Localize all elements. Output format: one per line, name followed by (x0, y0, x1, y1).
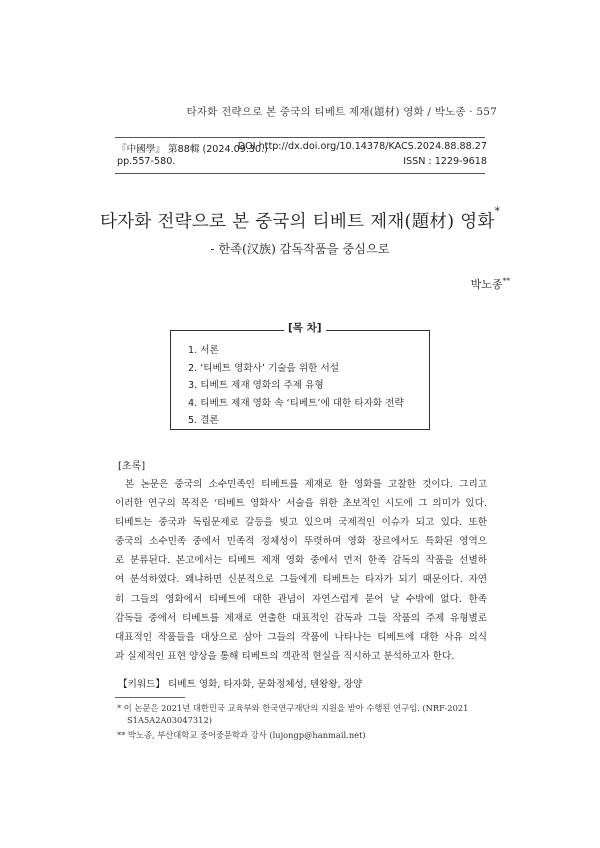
footnote-author: ** 박노종, 부산대학교 중어중문학과 강사 (lujongp@hanmail.net) (117, 730, 366, 740)
journal-issue: 『中國學』 第88輯 (2024.09.30.) (117, 144, 268, 155)
meta-top-rule (115, 137, 485, 138)
abstract-line: 중국의 소수민족 중에서 민족적 정체성이 뚜렷하며 영화 장르에서도 특화된 영역으 (115, 536, 487, 548)
abstract-line: 로 분류된다. 본고에서는 티베트 제재 영화 중에서 먼저 한족 감독의 작품을 선별하 (115, 555, 487, 567)
abstract-line: 본 논문은 중국의 소수민족인 티베트를 제재로 한 영화를 고찰한 것이다. 그리고 (125, 479, 487, 490)
abstract-line: 대표적인 작품들을 대상으로 삼아 그들의 작품에 나타나는 티베트에 대한 사유 의식 (115, 631, 487, 643)
abstract-line: 히 그들의 영화에서 티베트에 대한 관념이 자연스럽게 묻어 날 수밖에 없다. 한족 (115, 593, 487, 605)
author (471, 276, 510, 292)
abstract-line: 감독들 중에서 티베트를 제재로 연출한 대표적인 감독과 그들 작품의 주제 유형별로 (115, 612, 487, 624)
toc-item[interactable]: 3. 티베트 제재 영화의 주제 유형 (188, 380, 324, 391)
author-footnote-mark[interactable]: ** (502, 276, 510, 285)
running-head: 타자화 전략으로 본 중국의 티베트 제재(題材) 영화 / 박노종 · 557 (186, 106, 497, 118)
footnote-funding: * 이 논문은 2021년 대한민국 교육부와 한국연구재단의 지원을 받아 수행된 연구임. (NRF-2021 (117, 703, 469, 713)
toc-item[interactable]: 1. 서론 (188, 345, 219, 356)
title-footnote-mark[interactable]: * (494, 206, 501, 217)
toc-item[interactable]: 4. 티베트 제재 영화 속 ‘티베트’에 대한 타자화 전략 (188, 397, 404, 409)
keywords: 【키워드】 티베트 영화, 타자화, 문화정체성, 텐왕왕, 장양 (118, 679, 363, 690)
footnote-funding-grant: S1A5A2A03047312) (127, 715, 212, 725)
toc-list (188, 342, 404, 430)
toc-heading: [목 차] (284, 320, 326, 335)
abstract-line: 이러한 연구의 목적은 ‘티베트 영화사’ 서술을 위한 초보적인 시도에 그 의미가 있다. (115, 498, 487, 510)
abstract-label: [초록] (118, 461, 146, 472)
doi-link[interactable]: DOI http://dx.doi.org/10.14378/KACS.2024.88.88.27 (237, 141, 487, 152)
toc-item[interactable]: 2. ‘티베트 영화사’ 기술을 위한 서설 (188, 362, 339, 374)
footnote-rule (115, 697, 185, 698)
abstract-body (115, 475, 487, 666)
meta-bottom-rule (115, 173, 485, 174)
paper-subtitle: - 한족(汉族) 감독작품을 중심으로 (210, 242, 390, 256)
abstract-line: 과 실제적인 표현 양상을 통해 티베트의 객관적 현실을 직시하고 분석하고자 한다. (115, 650, 455, 662)
toc-item[interactable]: 5. 결론 (188, 415, 219, 426)
issn: ISSN : 1229-9618 (403, 156, 487, 167)
abstract-line: 티베트는 중국과 독립문제로 갈등을 빚고 있으며 국제적인 이슈가 되고 있다. 또한 (115, 517, 487, 529)
author-name: 박노종 (470, 278, 503, 291)
paper-title (0, 208, 600, 233)
paper-title-text: 타자화 전략으로 본 중국의 티베트 제재(題材) 영화 (99, 212, 495, 232)
abstract-line: 여 분석하였다. 왜냐하면 신분적으로 그들에게 티베트는 타자가 되기 때문이다. 자연 (115, 574, 487, 586)
page-range: pp.557-580. (117, 156, 176, 167)
